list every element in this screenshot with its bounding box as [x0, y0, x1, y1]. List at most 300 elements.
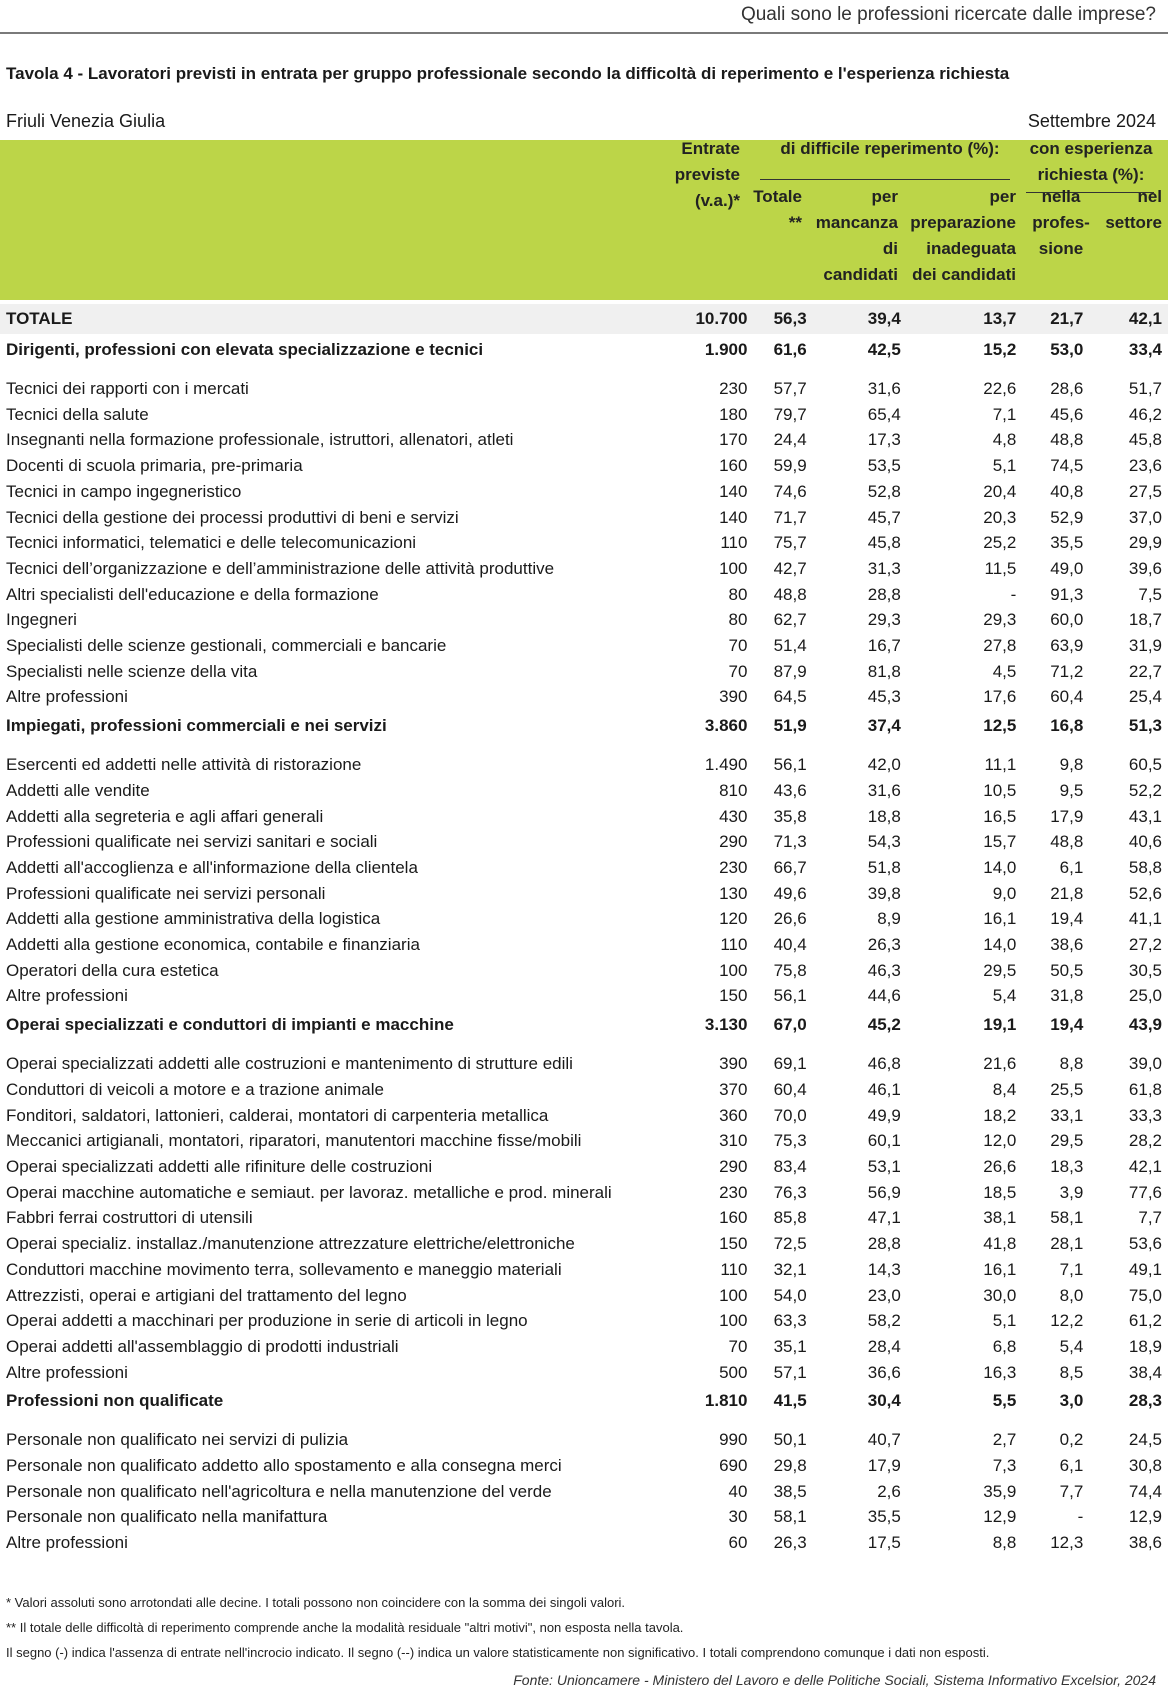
- table-row: [0, 1051, 1168, 1077]
- cell-value: 29,5: [1050, 1131, 1084, 1151]
- cell-value: 28,6: [1050, 379, 1084, 398]
- cell-value: 75,7: [773, 533, 807, 553]
- cell-value: 38,6: [1128, 1533, 1162, 1553]
- cell-value: 41,1: [1128, 909, 1162, 929]
- cell-value: 5,1: [992, 456, 1017, 476]
- cell-value: 37,0: [1128, 507, 1162, 527]
- cell-value: 7,3: [992, 1456, 1017, 1476]
- header-line: mancanza: [815, 213, 898, 232]
- row-label: Tecnici della salute: [6, 404, 149, 424]
- row-label: Addetti alla gestione amministrativa della logistica: [6, 909, 381, 929]
- table-row: [0, 1103, 1168, 1129]
- cell-value: 170: [719, 430, 748, 450]
- cell-value: 72,5: [773, 1234, 807, 1254]
- row-spacer: [0, 742, 1168, 752]
- cell-value: 140: [719, 481, 748, 501]
- cell-value: 33,1: [1050, 1105, 1084, 1125]
- table-row: [0, 1231, 1168, 1257]
- cell-value: 31,6: [867, 780, 901, 800]
- cell-value: 47,1: [867, 1208, 901, 1228]
- cell-value: 28,3: [1128, 1391, 1162, 1411]
- cell-value: 500: [719, 1362, 748, 1382]
- cell-value: 28,8: [867, 1234, 901, 1254]
- cell-value: 87,9: [773, 661, 807, 681]
- row-label: Operatori della cura estetica: [6, 960, 219, 980]
- row-label: Professioni non qualificate: [6, 1391, 224, 1411]
- table-row: [0, 684, 1168, 710]
- cell-value: 26,6: [983, 1156, 1017, 1176]
- cell-value: 50,5: [1050, 960, 1084, 980]
- cell-value: 42,1: [1128, 1156, 1162, 1176]
- row-label: Personale non qualificato addetto allo spostamento e alla consegna merci: [6, 1456, 562, 1476]
- cell-value: 81,8: [867, 661, 901, 681]
- cell-value: 16,3: [983, 1362, 1017, 1382]
- header-line: Totale: [753, 187, 802, 206]
- row-label: Addetti alle vendite: [6, 780, 150, 800]
- spacer-cell: [0, 1417, 1168, 1427]
- cell-value: 25,5: [1050, 1079, 1084, 1099]
- cell-value: 29,3: [983, 610, 1017, 630]
- cell-value: 35,8: [773, 806, 807, 826]
- table-row: [0, 752, 1168, 778]
- cell-value: 7,7: [1059, 1481, 1084, 1501]
- cell-value: 25,4: [1128, 687, 1162, 707]
- table-row: [0, 1334, 1168, 1360]
- cell-value: 17,6: [983, 687, 1017, 707]
- row-label: Tecnici informatici, telematici e delle telecomunicazioni: [6, 533, 417, 553]
- cell-value: 75,3: [773, 1131, 807, 1151]
- cell-value: 12,2: [1050, 1311, 1084, 1331]
- row-label: Altre professioni: [6, 687, 128, 707]
- cell-value: 290: [719, 832, 748, 852]
- cell-value: 38,1: [983, 1208, 1017, 1228]
- cell-value: 70: [728, 661, 748, 681]
- cell-value: 160: [719, 1208, 748, 1228]
- cell-value: 48,8: [1050, 832, 1084, 852]
- cell-value: 38,5: [773, 1481, 807, 1501]
- table-row: [0, 1283, 1168, 1309]
- cell-value: 40,6: [1128, 832, 1162, 852]
- cell-value: 23,0: [867, 1285, 901, 1305]
- cell-value: 30: [728, 1507, 748, 1527]
- cell-value: 45,8: [1128, 430, 1162, 450]
- table-row: [0, 505, 1168, 531]
- cell-value: 33,4: [1128, 340, 1162, 360]
- cell-value: 49,1: [1128, 1259, 1162, 1279]
- total-row: [0, 304, 1168, 334]
- header-line: di: [882, 239, 898, 258]
- cell-value: 40: [728, 1481, 748, 1501]
- cell-value: 12,0: [983, 1131, 1017, 1151]
- row-label: Operai specializzati e conduttori di impianti e macchine: [6, 1015, 454, 1035]
- cell-value: 71,2: [1050, 661, 1084, 681]
- data-table: [0, 304, 1168, 1556]
- footnote: ** Il totale delle difficoltà di reperimento comprende anche la modalità residuale "altri motivi", non esposta nella tavola.: [6, 1620, 684, 1635]
- cell-value: 38,4: [1128, 1362, 1162, 1382]
- cell-value: 9,0: [992, 883, 1017, 903]
- cell-value: 16,8: [1050, 716, 1084, 736]
- cell-value: 70: [728, 1336, 748, 1356]
- cell-value: 100: [719, 960, 748, 980]
- cell-value: 31,6: [867, 379, 901, 398]
- cell-value: 14,0: [983, 935, 1017, 955]
- cell-value: 5,4: [1059, 1336, 1084, 1356]
- cell-value: 45,8: [867, 533, 901, 553]
- table-row: [0, 958, 1168, 984]
- footnote: * Valori assoluti sono arrotondati alle decine. I totali possono non coincidere con la somma dei singoli valori.: [6, 1595, 626, 1610]
- cell-value: 370: [719, 1079, 748, 1099]
- cell-value: 290: [719, 1156, 748, 1176]
- cell-value: 60,1: [867, 1131, 901, 1151]
- table-row: [0, 1257, 1168, 1283]
- table-row: [0, 659, 1168, 685]
- header-line: con esperienza: [1029, 139, 1153, 158]
- cell-value: 71,3: [773, 832, 807, 852]
- cell-value: 40,7: [867, 1430, 901, 1450]
- cell-value: 63,3: [773, 1311, 807, 1331]
- cell-value: 3.860: [704, 716, 748, 736]
- cell-value: 4,5: [992, 661, 1017, 681]
- row-label: Operai specializzati addetti alle rifiniture delle costruzioni: [6, 1156, 433, 1176]
- cell-value: 7,1: [992, 404, 1017, 424]
- cell-value: 12,9: [983, 1507, 1017, 1527]
- cell-value: 45,2: [867, 1015, 901, 1035]
- row-spacer: [0, 366, 1168, 376]
- row-label: Esercenti ed addetti nelle attività di ristorazione: [6, 755, 362, 775]
- row-label: Tecnici dei rapporti con i mercati: [6, 379, 249, 398]
- cell-value: 52,2: [1128, 780, 1162, 800]
- cell-value: 16,1: [983, 1259, 1017, 1279]
- cell-value: 51,3: [1128, 716, 1162, 736]
- cell-value: 13,7: [901, 304, 1017, 334]
- cell-value: 37,4: [867, 716, 901, 736]
- header-line: richiesta (%):: [1037, 165, 1145, 184]
- cell-value: 54,3: [867, 832, 901, 852]
- cell-value: 5,4: [992, 986, 1017, 1006]
- header-line: **: [788, 213, 802, 232]
- table-row: [0, 556, 1168, 582]
- cell-value: 11,5: [984, 558, 1017, 578]
- cell-value: 17,3: [867, 430, 901, 450]
- cell-value: 8,9: [877, 909, 901, 929]
- cell-value: 21,6: [983, 1054, 1017, 1074]
- cell-value: 61,8: [1128, 1079, 1162, 1099]
- cell-value: 19,1: [983, 1015, 1017, 1035]
- table-row: [0, 855, 1168, 881]
- cell-value: 58,8: [1128, 857, 1162, 877]
- row-label: Personale non qualificato nei servizi di pulizia: [6, 1430, 349, 1450]
- table-row: [0, 932, 1168, 958]
- cell-value: 17,9: [1050, 806, 1084, 826]
- cell-value: 5,5: [992, 1391, 1017, 1411]
- table-row: [0, 778, 1168, 804]
- col-group-esperienza: [1016, 136, 1166, 188]
- row-label: Specialisti nelle scienze della vita: [6, 661, 258, 681]
- row-label: Impiegati, professioni commerciali e nei servizi: [6, 716, 387, 736]
- header-line: sione: [1038, 239, 1084, 258]
- cell-value: 15,2: [983, 340, 1017, 360]
- cell-value: 130: [719, 883, 748, 903]
- cell-value: 230: [719, 857, 748, 877]
- cell-value: 40,4: [773, 935, 807, 955]
- cell-value: 53,0: [1050, 340, 1084, 360]
- cell-value: 35,1: [773, 1336, 807, 1356]
- table-row: [0, 402, 1168, 428]
- col-mancanza-header: [802, 184, 898, 288]
- row-label: Fabbri ferrai costruttori di utensili: [6, 1208, 253, 1228]
- col-entrate-header: [650, 136, 740, 214]
- spacer-cell: [0, 1041, 1168, 1051]
- cell-value: 360: [719, 1105, 748, 1125]
- header-line: profes-: [1032, 213, 1090, 232]
- cell-value: 110: [720, 1259, 748, 1279]
- row-label: Altre professioni: [6, 1362, 128, 1382]
- table-row: [0, 983, 1168, 1009]
- cell-value: 60,4: [1050, 687, 1084, 707]
- cell-value: 75,0: [1128, 1285, 1162, 1305]
- cell-value: 20,3: [983, 507, 1017, 527]
- col-group-difficile: di difficile reperimento (%):: [780, 139, 1000, 158]
- table-row: [0, 453, 1168, 479]
- row-label: Operai addetti all'assemblaggio di prodotti industriali: [6, 1336, 399, 1356]
- footnotes: [6, 1590, 989, 1665]
- group-row: [0, 1385, 1168, 1417]
- cell-value: 7,5: [1138, 584, 1162, 604]
- row-label: TOTALE: [0, 304, 664, 334]
- cell-value: 1.810: [704, 1391, 748, 1411]
- header-line: settore: [1105, 213, 1162, 232]
- cell-value: 41,8: [983, 1234, 1017, 1254]
- cell-value: 35,5: [867, 1507, 901, 1527]
- cell-value: 42,0: [867, 755, 901, 775]
- cell-value: 44,6: [867, 986, 901, 1006]
- table-row: [0, 607, 1168, 633]
- table-header: [0, 140, 1168, 300]
- cell-value: 51,8: [867, 857, 901, 877]
- cell-value: 12,5: [983, 716, 1017, 736]
- cell-value: 29,3: [867, 610, 901, 630]
- cell-value: 21,8: [1050, 883, 1084, 903]
- cell-value: 39,8: [867, 883, 901, 903]
- cell-value: 8,8: [992, 1533, 1017, 1553]
- cell-value: 12,9: [1128, 1507, 1162, 1527]
- cell-value: 25,2: [983, 533, 1017, 553]
- cell-value: 67,0: [773, 1015, 807, 1035]
- cell-value: 60,4: [773, 1079, 807, 1099]
- cell-value: 83,4: [773, 1156, 807, 1176]
- header-line: nella: [1041, 187, 1081, 206]
- cell-value: 77,6: [1128, 1182, 1162, 1202]
- cell-value: 690: [719, 1456, 748, 1476]
- row-label: Addetti alla segreteria e agli affari generali: [6, 806, 324, 826]
- spacer-cell: [0, 366, 1168, 376]
- cell-value: 76,3: [773, 1182, 807, 1202]
- group-underline-difficile: [760, 179, 1010, 180]
- cell-value: 16,5: [983, 806, 1017, 826]
- cell-value: 17,9: [867, 1456, 901, 1476]
- cell-value: 430: [719, 806, 748, 826]
- cell-value: 17,5: [867, 1533, 901, 1553]
- table-row: [0, 1205, 1168, 1231]
- row-label: Dirigenti, professioni con elevata specializzazione e tecnici: [6, 340, 484, 360]
- cell-value: 10,5: [983, 780, 1017, 800]
- col-totale-header: [742, 184, 802, 236]
- cell-value: 14,0: [983, 857, 1017, 877]
- table-row: [0, 1154, 1168, 1180]
- cell-value: 29,9: [1128, 533, 1162, 553]
- cell-value: 71,7: [773, 507, 807, 527]
- region-label: Friuli Venezia Giulia: [6, 111, 166, 131]
- cell-value: 53,1: [867, 1156, 901, 1176]
- cell-value: 48,8: [773, 584, 807, 604]
- cell-value: 8,5: [1059, 1362, 1084, 1382]
- cell-value: 3.130: [704, 1015, 748, 1035]
- cell-value: 56,9: [867, 1182, 901, 1202]
- cell-value: 46,8: [867, 1054, 901, 1074]
- cell-value: 8,0: [1059, 1285, 1084, 1305]
- cell-value: 18,8: [867, 806, 901, 826]
- table-row: [0, 479, 1168, 505]
- cell-value: 60: [728, 1533, 748, 1553]
- row-label: Professioni qualificate nei servizi personali: [6, 883, 326, 903]
- cell-value: 22,6: [983, 379, 1017, 398]
- cell-value: 2,6: [877, 1481, 901, 1501]
- cell-value: 45,3: [867, 687, 901, 707]
- table-row: [0, 829, 1168, 855]
- col-settore-header: [1086, 184, 1162, 236]
- cell-value: 51,4: [773, 636, 807, 656]
- cell-value: 39,4: [807, 304, 901, 334]
- cell-value: 100: [719, 558, 748, 578]
- cell-value: 100: [719, 1285, 748, 1305]
- cell-value: 42,5: [867, 340, 901, 360]
- cell-value: 43,9: [1128, 1015, 1162, 1035]
- cell-value: 18,7: [1128, 610, 1162, 630]
- row-spacer: [0, 1041, 1168, 1051]
- cell-value: 26,3: [773, 1533, 807, 1553]
- cell-value: 58,2: [867, 1311, 901, 1331]
- table-row: [0, 633, 1168, 659]
- cell-value: 10.700: [664, 304, 747, 334]
- header-line: inadeguata: [926, 239, 1016, 258]
- cell-value: 180: [719, 404, 748, 424]
- cell-value: 48,8: [1050, 430, 1084, 450]
- cell-value: 32,1: [773, 1259, 807, 1279]
- cell-value: 18,9: [1128, 1336, 1162, 1356]
- section-title: Quali sono le professioni ricercate dalle imprese?: [740, 4, 1156, 25]
- cell-value: 91,3: [1050, 584, 1084, 604]
- cell-value: 30,8: [1128, 1456, 1162, 1476]
- cell-value: 41,5: [773, 1391, 807, 1411]
- cell-value: 6,1: [1059, 857, 1084, 877]
- table-row: [0, 1453, 1168, 1479]
- cell-value: 58,1: [1050, 1208, 1084, 1228]
- cell-value: 19,4: [1050, 909, 1084, 929]
- cell-value: 24,5: [1128, 1430, 1162, 1450]
- cell-value: 29,8: [773, 1456, 807, 1476]
- cell-value: 52,8: [867, 481, 901, 501]
- table-row: [0, 530, 1168, 556]
- row-label: Operai specializzati addetti alle costruzioni e mantenimento di strutture edili: [6, 1054, 573, 1074]
- cell-value: 74,5: [1050, 456, 1084, 476]
- cell-value: 46,2: [1128, 404, 1162, 424]
- cell-value: 80: [728, 584, 748, 604]
- cell-value: 11,1: [984, 755, 1017, 775]
- cell-value: 810: [719, 780, 748, 800]
- header-line: per: [871, 187, 898, 206]
- cell-value: 18,5: [983, 1182, 1017, 1202]
- cell-value: 230: [719, 1182, 748, 1202]
- cell-value: 390: [719, 1054, 748, 1074]
- row-label: Addetti alla gestione economica, contabile e finanziaria: [6, 935, 420, 955]
- cell-value: 22,7: [1128, 661, 1162, 681]
- row-label: Insegnanti nella formazione professionale, istruttori, allenatori, atleti: [6, 430, 514, 450]
- cell-value: 64,5: [773, 687, 807, 707]
- cell-value: 1.490: [704, 755, 748, 775]
- cell-value: 20,4: [983, 481, 1017, 501]
- cell-value: 69,1: [773, 1054, 807, 1074]
- cell-value: 74,4: [1128, 1481, 1162, 1501]
- header-line: (v.a.)*: [694, 191, 740, 210]
- row-spacer: [0, 1417, 1168, 1427]
- source-note: Fonte: Unioncamere - Ministero del Lavoro e delle Politiche Sociali, Sistema Informativo Excelsior, 2024: [513, 1672, 1156, 1688]
- cell-value: 36,6: [867, 1362, 901, 1382]
- cell-value: 18,2: [983, 1105, 1017, 1125]
- cell-value: 59,9: [773, 456, 807, 476]
- cell-value: 14,3: [867, 1259, 901, 1279]
- group-row: [0, 1009, 1168, 1041]
- row-label: Tecnici in campo ingegneristico: [6, 481, 242, 501]
- cell-value: 990: [719, 1430, 748, 1450]
- row-label: Altri specialisti dell'educazione e della formazione: [6, 584, 379, 604]
- cell-value: 57,7: [773, 379, 807, 398]
- cell-value: 390: [719, 687, 748, 707]
- cell-value: 23,6: [1128, 456, 1162, 476]
- cell-value: 50,1: [773, 1430, 807, 1450]
- cell-value: 8,8: [1059, 1054, 1084, 1074]
- cell-value: 46,1: [867, 1079, 901, 1099]
- cell-value: 70,0: [773, 1105, 807, 1125]
- header-line: candidati: [823, 265, 898, 284]
- table-row: [0, 376, 1168, 402]
- cell-value: 49,9: [867, 1105, 901, 1125]
- cell-value: 52,9: [1050, 507, 1084, 527]
- cell-value: 5,1: [992, 1311, 1017, 1331]
- group-row: [0, 334, 1168, 366]
- table-row: [0, 906, 1168, 932]
- cell-value: 38,6: [1050, 935, 1084, 955]
- row-label: Tecnici dell’organizzazione e dell’amministrazione delle attività produttive: [6, 558, 555, 578]
- row-label: Fonditori, saldatori, lattonieri, calderai, montatori di carpenteria metallica: [6, 1105, 549, 1125]
- cell-value: 54,0: [773, 1285, 807, 1305]
- row-label: Addetti all'accoglienza e all'informazione della clientela: [6, 857, 418, 877]
- cell-value: 26,6: [773, 909, 807, 929]
- cell-value: 60,0: [1050, 610, 1084, 630]
- cell-value: 46,3: [867, 960, 901, 980]
- cell-value: 25,0: [1128, 986, 1162, 1006]
- cell-value: 18,3: [1050, 1156, 1084, 1176]
- cell-value: 39,0: [1128, 1054, 1162, 1074]
- header-line: previste: [674, 165, 740, 184]
- table-row: [0, 1427, 1168, 1453]
- cell-value: 28,8: [867, 584, 901, 604]
- cell-value: 110: [720, 935, 748, 955]
- header-line: preparazione: [910, 213, 1016, 232]
- cell-value: 27,2: [1128, 935, 1162, 955]
- row-label: Conduttori di veicoli a motore e a trazione animale: [6, 1079, 384, 1099]
- header-divider: [0, 32, 1168, 34]
- cell-value: 110: [720, 533, 748, 553]
